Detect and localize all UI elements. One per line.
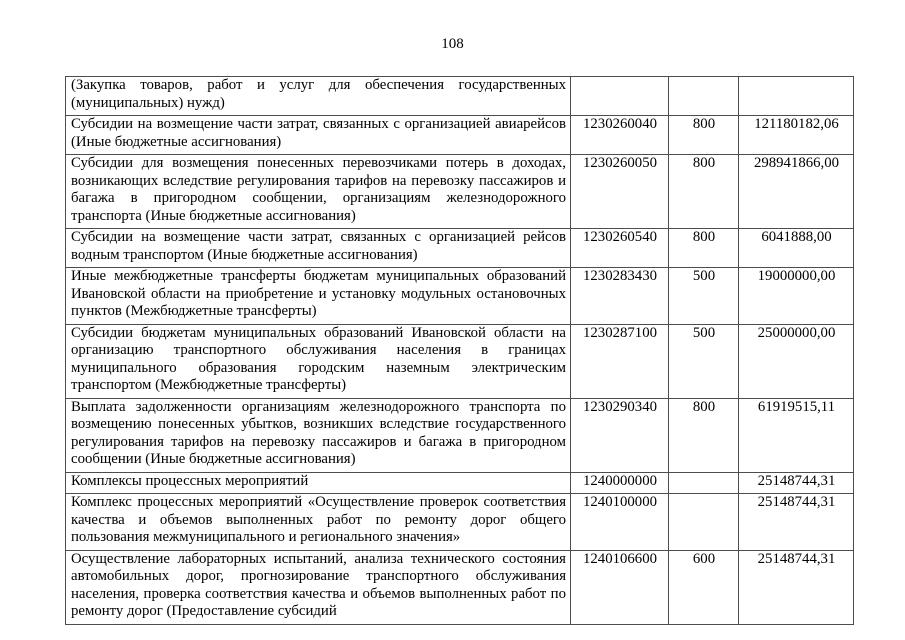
expense-type-code-cell: 500 [669,324,739,398]
expense-type-code-cell [669,77,739,116]
amount-cell: 25000000,00 [739,324,854,398]
amount-cell: 25148744,31 [739,472,854,494]
expense-type-code-cell [669,472,739,494]
amount-cell: 121180182,06 [739,116,854,155]
budget-target-code-cell: 1240000000 [571,472,669,494]
budget-item-name-cell: (Закупка товаров, работ и услуг для обеспечения государственных (муниципальных) нужд) [66,77,571,116]
budget-item-name-cell: Субсидии бюджетам муниципальных образований Ивановской области на организацию транспортного обслуживания населения в границах муниципального образования городским наземным электрическим транспортом (Межбюджетные трансферты) [66,324,571,398]
expense-type-code-cell [669,494,739,551]
expense-type-code-cell: 800 [669,116,739,155]
expense-type-code-cell: 800 [669,398,739,472]
budget-table-row [66,472,854,494]
budget-table-row [66,77,854,116]
budget-table-row [66,550,854,624]
budget-target-code-cell [571,77,669,116]
budget-target-code-cell: 1230260050 [571,155,669,229]
budget-item-name-cell: Субсидии на возмещение части затрат, связанных с организацией авиарейсов (Иные бюджетные ассигнования) [66,116,571,155]
amount-cell: 25148744,31 [739,494,854,551]
budget-item-name-cell: Субсидии на возмещение части затрат, связанных с организацией рейсов водным транспортом (Иные бюджетные ассигнования) [66,229,571,268]
budget-item-name-cell: Комплекс процессных мероприятий «Осуществление проверок соответствия качества и объемов выполненных работ по ремонту дорог общего пользования межмуниципального и регионального значения» [66,494,571,551]
budget-table-row [66,398,854,472]
budget-target-code-cell: 1240106600 [571,550,669,624]
amount-cell: 19000000,00 [739,268,854,325]
expense-type-code-cell: 800 [669,229,739,268]
budget-table-row [66,155,854,229]
budget-table-row [66,116,854,155]
budget-target-code-cell: 1230260540 [571,229,669,268]
budget-table-body [66,77,854,625]
budget-item-name-cell: Выплата задолженности организациям железнодорожного транспорта по возмещению понесенных убытков, возникших вследствие государственного регулирования тарифов на перевозку пассажиров и багажа в пригородном сообщении (Иные бюджетные ассигнования) [66,398,571,472]
amount-cell: 25148744,31 [739,550,854,624]
budget-target-code-cell: 1230287100 [571,324,669,398]
budget-target-code-cell: 1240100000 [571,494,669,551]
budget-target-code-cell: 1230283430 [571,268,669,325]
budget-table-row [66,494,854,551]
page-number: 108 [441,36,464,52]
amount-cell [739,77,854,116]
amount-cell: 6041888,00 [739,229,854,268]
expense-type-code-cell: 500 [669,268,739,325]
expense-type-code-cell: 600 [669,550,739,624]
budget-table-row [66,324,854,398]
budget-table [65,76,854,625]
amount-cell: 298941866,00 [739,155,854,229]
amount-cell: 61919515,11 [739,398,854,472]
budget-item-name-cell: Субсидии для возмещения понесенных перевозчиками потерь в доходах, возникающих вследствие регулирования тарифов на перевозку пассажиров и багажа в пригородном сообщении, организациям железнодорожного транспорта (Иные бюджетные ассигнования) [66,155,571,229]
budget-table-row [66,229,854,268]
budget-item-name-cell: Иные межбюджетные трансферты бюджетам муниципальных образований Ивановской области на приобретение и установку модульных остановочных пунктов (Межбюджетные трансферты) [66,268,571,325]
budget-item-name-cell: Комплексы процессных мероприятий [66,472,571,494]
budget-target-code-cell: 1230260040 [571,116,669,155]
budget-table-row [66,268,854,325]
budget-item-name-cell: Осуществление лабораторных испытаний, анализа технического состояния автомобильных дорог, прогнозирование транспортного обслуживания населения, проверка соответствия качества и объемов выполненных работ по ремонту дорог (Предоставление субсидий [66,550,571,624]
expense-type-code-cell: 800 [669,155,739,229]
budget-target-code-cell: 1230290340 [571,398,669,472]
